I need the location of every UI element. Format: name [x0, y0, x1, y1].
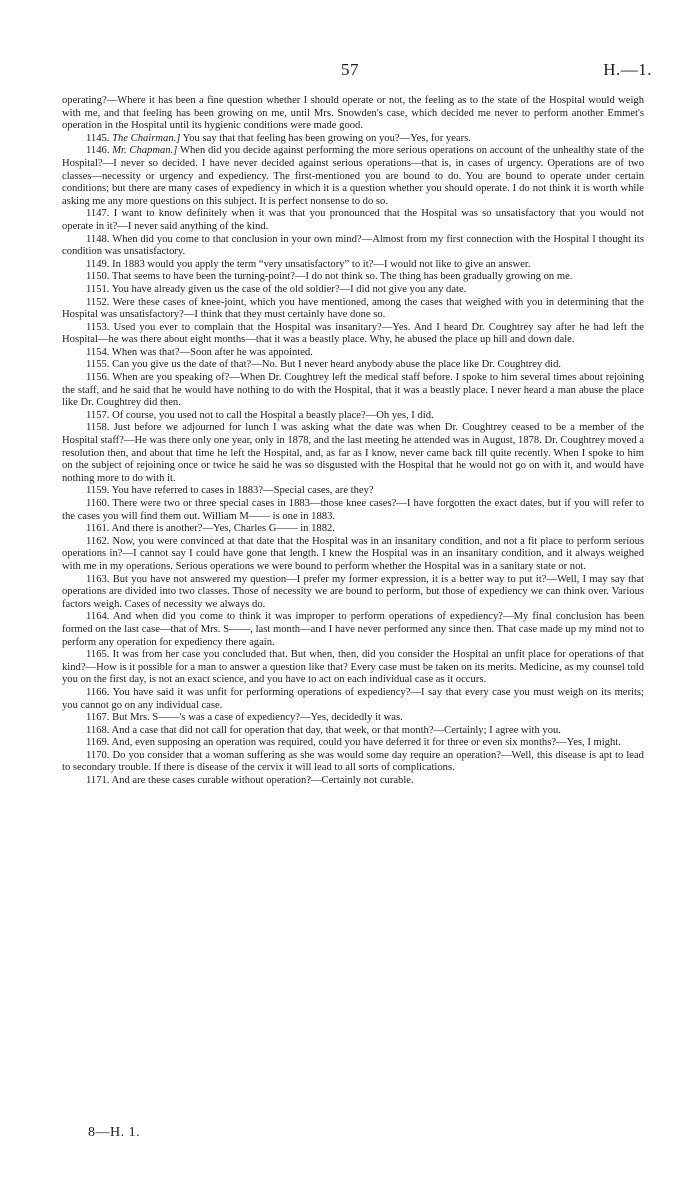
evidence-paragraph	[62, 259, 644, 272]
question-number: 1156.	[86, 372, 110, 384]
question-number: 1150.	[86, 271, 110, 283]
paragraph-text: But you have not answered my question—I prefer my former expression, it is a better way to put it?—Well, I may say that operations are divided into two classes. Those of necessity we are bound to perform, but those of expediency we can think over. Various factors weigh. Cases of necessity we always do.	[62, 573, 644, 610]
evidence-paragraph	[62, 208, 644, 233]
question-number: 1160.	[86, 498, 110, 509]
paragraph-text: Just before we adjourned for lunch I was asking what the date was when Dr. Coughtrey ceased to be a member of the Hospital staff?—He was there only one year, only in 1878, and the last meeting he attended was in August, 1878. Dr. Coughtrey moved a resolution then, and about that time he left the Hospital, and, as far as I know, never came back till quite recently. When I spoke to him on the subject of rejoining once or twice he said he was so disgusted with the Hospital that he would not go on with it, and would have nothing more to do with it.	[62, 422, 644, 484]
evidence-paragraph	[62, 725, 644, 738]
evidence-paragraph	[62, 145, 644, 208]
evidence-paragraph	[62, 649, 644, 687]
evidence-text	[62, 95, 644, 788]
question-number: 1161.	[86, 523, 110, 535]
question-number: 1169.	[86, 737, 110, 749]
paragraph-text: operating?—Where it has been a fine question whether I should operate or not, the feeling as to the state of the Hospital would weigh with me, and that feeling has been growing on me, until Mrs. Snowden's case, which decided me never to perform another Emmet's operation in the Hospital until its hygienic conditions were made good.	[62, 95, 644, 132]
evidence-paragraph	[62, 712, 644, 725]
paragraph-text: Now, you were convinced at that date that the Hospital was in an insanitary condition, and not a fit place to perform serious operations in?—I cannot say I could have gone that length. I knew the Hospital was in an insanitary condition, and it always weighed with me in my operations. Serious operations we were bound to perform whether the Hospital was in a sanitary state or not.	[62, 535, 644, 572]
question-number: 1171.	[86, 775, 110, 787]
paragraph-text: But Mrs. S——'s was a case of expediency?—Yes, decidedly it was.	[112, 712, 403, 724]
evidence-paragraph	[62, 611, 644, 649]
paragraph-text: When did you come to that conclusion in your own mind?—Almost from my first connection with the Hospital I thought its condition was unsatisfactory.	[62, 233, 644, 258]
sheet-signature: 8—H. 1.	[88, 1125, 141, 1140]
paragraph-text: When did you decide against performing the more serious operations on account of the unhealthy state of the Hospital?—I never so decided. I have never decided against serious operations—that is, in cases of urgency. Operations are of two classes—necessity or urgency and expediency. The first-mentioned you are bound to do. You are bound to operate under certain conditions; but there are many cases of expediency in which it is a question whether you should operate. I do not think it is worth while asking me any more questions on this subject. It is perfect nonsense to do so.	[62, 145, 644, 207]
paragraph-text: When are you speaking of?—When Dr. Coughtrey left the medical staff before. I spoke to him several times about rejoining the staff, and he said that he would have nothing to do with the Hospital, that it was a beastly place. I never heard a man abuse the place like Dr. Coughtrey did then.	[62, 372, 644, 409]
evidence-paragraph	[62, 775, 644, 788]
paragraph-text: There were two or three special cases in 1883—those knee cases?—I have forgotten the exact dates, but if you will refer to the cases you will find them out. William M—— is one in 1883.	[62, 498, 644, 522]
question-number: 1165.	[86, 649, 110, 661]
question-number: 1155.	[86, 359, 110, 371]
paragraph-text: And are these cases curable without operation?—Certainly not curable.	[111, 775, 414, 787]
paragraph-text: And, even supposing an operation was required, could you have deferred it for three or even six months?—Yes, I might.	[111, 737, 621, 749]
paragraph-text: In 1883 would you apply the term “very unsatisfactory” to it?—I would not like to give an answer.	[112, 258, 531, 270]
document-reference: H.—1.	[603, 60, 652, 79]
evidence-paragraph	[62, 536, 644, 574]
question-number: 1170.	[86, 749, 110, 761]
evidence-paragraph	[62, 347, 644, 360]
page-number: 57	[341, 60, 359, 79]
question-number: 1166.	[86, 686, 110, 698]
evidence-paragraph	[62, 498, 644, 523]
evidence-paragraph	[62, 422, 644, 485]
evidence-paragraph	[62, 271, 644, 284]
evidence-paragraph	[62, 297, 644, 322]
paragraph-text: Were these cases of knee-joint, which you have mentioned, among the cases that weighed with you in determining that the Hospital was unsatisfactory?—I think that they must certainly have done so.	[62, 296, 644, 321]
paragraph-text: Can you give us the date of that?—No. But I never heard anybody abuse the place like Dr. Coughtrey did.	[112, 359, 562, 371]
speaker-label: The Chairman.]	[112, 132, 181, 144]
evidence-paragraph	[62, 234, 644, 259]
question-number: 1159.	[86, 485, 110, 497]
question-number: 1152.	[86, 296, 110, 308]
evidence-paragraph	[62, 133, 644, 146]
question-number: 1153.	[86, 321, 110, 333]
paragraph-text: Used you ever to complain that the Hospital was insanitary?—Yes. And I heard Dr. Coughtrey say after he had left the Hospital—he was there about eight months—that it was a beastly place. Why, he abused the place up hill and down dale.	[62, 321, 644, 346]
paragraph-text: You have said it was unfit for performing operations of expediency?—I say that every case you must weigh on its merits; you cannot go on any individual case.	[62, 686, 644, 711]
paragraph-text: And a case that did not call for operation that day, that week, or that month?—Certainly; I agree with you.	[111, 724, 561, 736]
paragraph-text: When was that?—Soon after he was appointed.	[111, 346, 313, 358]
question-number: 1164.	[86, 611, 110, 623]
speaker-label: Mr. Chapman.]	[112, 145, 178, 157]
evidence-paragraph	[62, 95, 644, 133]
paragraph-text: I want to know definitely when it was that you pronounced that the Hospital was so unsatisfactory that you would not operate in it?—I never said anything of the kind.	[62, 208, 644, 232]
question-number: 1151.	[86, 283, 110, 295]
question-number: 1149.	[86, 258, 110, 270]
question-number: 1148.	[86, 233, 110, 245]
evidence-paragraph	[62, 410, 644, 423]
evidence-paragraph	[62, 737, 644, 750]
paragraph-text: It was from her case you concluded that. But when, then, did you consider the Hospital an unfit place for operations of that kind?—How is it possible for a man to answer a question like that? Every case must be taken on its merits. Medicine, as my counsel told you on the first day, is not an exact science, and you have to act on each individual case as it occurs.	[62, 649, 644, 686]
paragraph-text: You have already given us the case of the old soldier?—I did not give you any date.	[111, 283, 467, 295]
evidence-paragraph	[62, 750, 644, 775]
evidence-paragraph	[62, 284, 644, 297]
evidence-paragraph	[62, 372, 644, 410]
evidence-paragraph	[62, 687, 644, 712]
evidence-paragraph	[62, 485, 644, 498]
evidence-paragraph	[62, 359, 644, 372]
paragraph-text: Of course, you used not to call the Hospital a beastly place?—Oh yes, I did.	[112, 409, 434, 421]
question-number: 1147.	[86, 208, 110, 220]
paragraph-text: Do you consider that a woman suffering as she was would some day require an operation?—Well, this disease is apt to lead to secondary trouble. If there is disease of the cervix it will lead to all sorts of complications.	[62, 749, 644, 774]
evidence-paragraph	[62, 322, 644, 347]
question-number: 1154.	[86, 346, 110, 358]
question-number: 1145.	[86, 132, 110, 144]
question-number: 1163.	[86, 573, 110, 585]
question-number: 1157.	[86, 409, 110, 421]
question-number: 1168.	[86, 724, 110, 736]
paragraph-text: And when did you come to think it was improper to perform operations of expediency?—My final conclusion has been formed on the last case—that of Mrs. S——, last month—and I have never performed any since then. That case made up my mind not to perform any operation for expediency there again.	[62, 611, 644, 648]
question-number: 1167.	[86, 712, 110, 724]
question-number: 1162.	[86, 535, 110, 547]
question-number: 1158.	[86, 422, 110, 434]
paragraph-text: You say that that feeling has been growing on you?—Yes, for years.	[182, 132, 471, 144]
paragraph-text: You have referred to cases in 1883?—Special cases, are they?	[111, 485, 374, 497]
paragraph-text: That seems to have been the turning-point?—I do not think so. The thing has been gradually growing on me.	[111, 271, 573, 283]
paragraph-text: And there is another?—Yes, Charles G—— in 1882.	[111, 523, 335, 535]
evidence-paragraph	[62, 574, 644, 612]
question-number: 1146.	[86, 145, 110, 157]
evidence-paragraph	[62, 523, 644, 536]
